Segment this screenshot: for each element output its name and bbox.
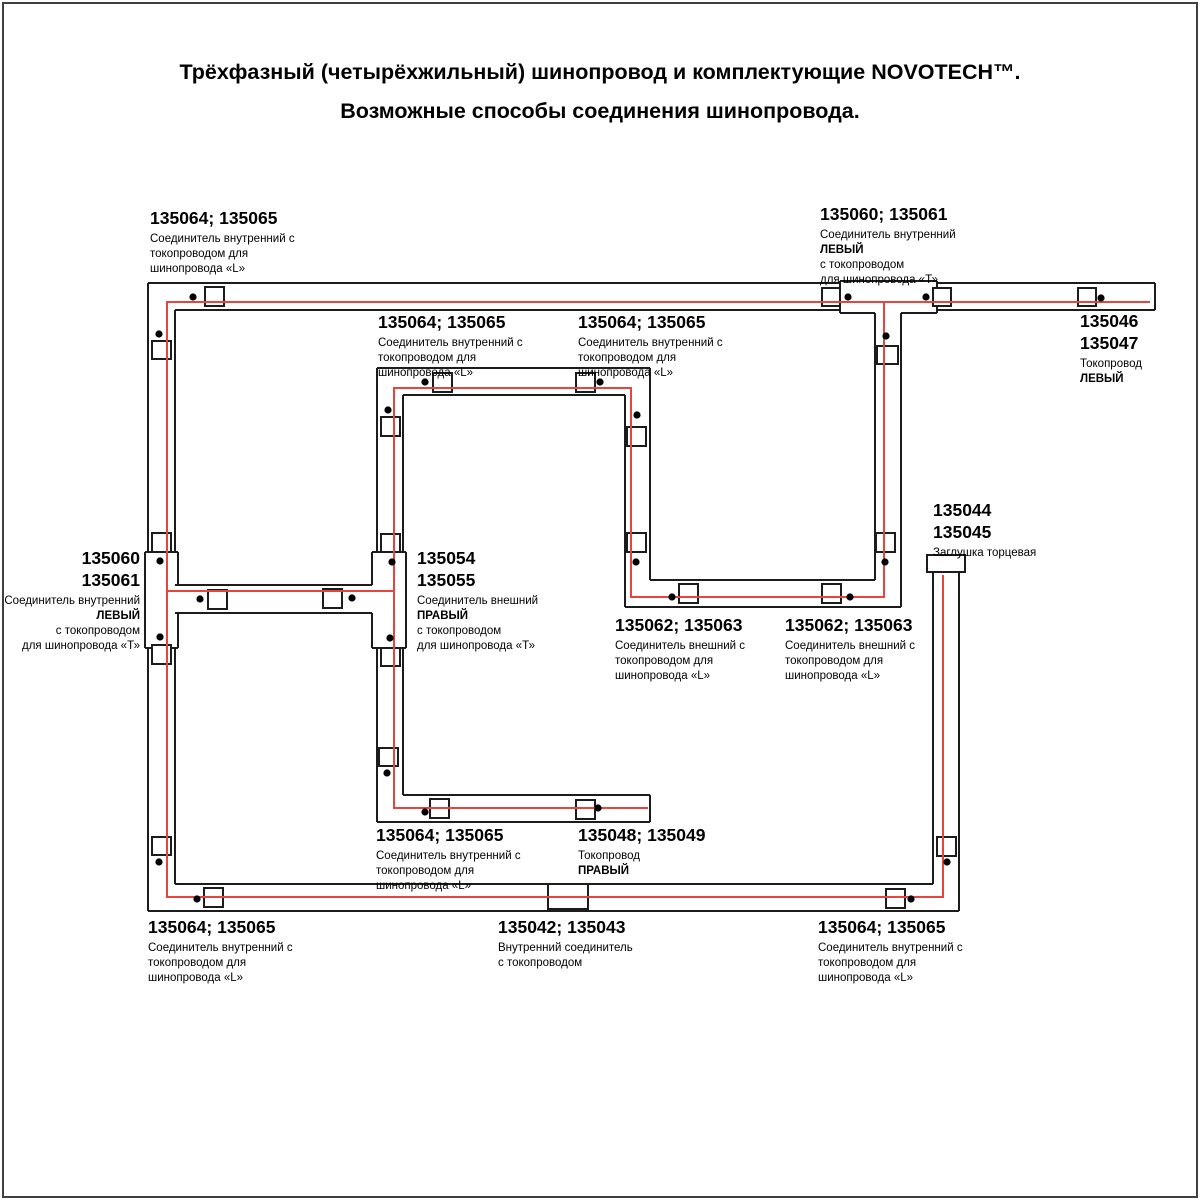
label-connector-outer-l-right (785, 614, 915, 684)
component-description: токопроводом для (578, 352, 677, 364)
article-code: 135048; 135049 (578, 825, 706, 845)
connector-joint (627, 427, 646, 446)
label-feed-right-stub (578, 824, 705, 879)
lock-dot (922, 293, 929, 300)
lock-dot (907, 895, 914, 902)
connector-joint (877, 346, 898, 364)
component-description: Соединитель внутренний с (378, 337, 523, 349)
article-code: 135064; 135065 (818, 917, 946, 937)
label-connector-outer-right-t-middle (417, 547, 538, 654)
lock-dot (156, 557, 163, 564)
component-description: Соединитель внутренний с (578, 337, 723, 349)
connector-joint (679, 584, 698, 603)
component-description: ПРАВЫЙ (578, 865, 630, 877)
component-description: ЛЕВЫЙ (1080, 373, 1124, 385)
lock-dot (155, 858, 162, 865)
label-end-cap-label (933, 499, 1036, 561)
article-code: 135044 (933, 500, 992, 520)
page-subtitle: Возможные способы соединения шинопровода. (340, 99, 860, 123)
connector-joint (208, 590, 227, 609)
lock-dot (348, 594, 355, 601)
component-description: с токопроводом (820, 259, 905, 271)
connector-joint (933, 288, 951, 306)
component-description: шинопровода «L» (615, 670, 711, 682)
connector-joint (627, 533, 646, 552)
component-description: Соединитель внутренний (820, 229, 956, 241)
label-connector-inner-l-row2-left (378, 311, 523, 381)
conductor-line (167, 302, 1150, 897)
article-code: 135060 (81, 548, 140, 568)
connector-joint (937, 837, 956, 856)
lock-dot (668, 593, 675, 600)
component-description: Соединитель внутренний с (148, 942, 293, 954)
lock-dot (881, 558, 888, 565)
article-code: 135045 (933, 522, 992, 542)
page-title: Трёхфазный (четырёхжильный) шинопровод и комплектующие NOVOTECH™. (179, 60, 1021, 84)
component-description: Соединитель внутренний (4, 595, 140, 607)
lock-dot (632, 558, 639, 565)
component-description: шинопровода «L» (378, 367, 474, 379)
article-code: 135054 (417, 548, 476, 568)
connector-joint (876, 533, 895, 552)
article-code: 135047 (1080, 333, 1139, 353)
component-description: Соединитель внешний с (785, 640, 916, 652)
label-connector-inner-left-t-top (820, 203, 956, 288)
component-description: токопроводом для (378, 352, 477, 364)
label-connector-outer-l-left (615, 614, 745, 684)
lock-dot (155, 330, 162, 337)
component-description: токопроводом для (148, 957, 247, 969)
component-description: шинопровода «L» (785, 670, 881, 682)
connector-joint (205, 287, 224, 306)
component-description: шинопровода «L» (148, 972, 244, 984)
component-description: токопроводом для (785, 655, 884, 667)
article-code: 135064; 135065 (376, 825, 504, 845)
lock-dot (1097, 294, 1104, 301)
component-description: ЛЕВЫЙ (820, 244, 864, 256)
component-description: Соединитель внутренний с (150, 233, 295, 245)
lock-dot (421, 808, 428, 815)
article-code: 135064; 135065 (148, 917, 276, 937)
article-code: 135062; 135063 (615, 615, 743, 635)
lock-dot (844, 293, 851, 300)
connector-joint (152, 645, 171, 664)
lock-dot (384, 406, 391, 413)
component-description: Соединитель внутренний с (818, 942, 963, 954)
lock-dot (196, 595, 203, 602)
connector-joint (379, 748, 398, 766)
component-description: Токопровод (1080, 358, 1142, 370)
article-code: 135055 (417, 570, 476, 590)
component-description: шинопровода «L» (578, 367, 674, 379)
lock-dot (386, 634, 393, 641)
component-description: шинопровода «L» (818, 972, 914, 984)
article-code: 135062; 135063 (785, 615, 913, 635)
label-feed-left-top-right (1080, 310, 1142, 387)
lock-dot (388, 558, 395, 565)
component-description: токопроводом для (818, 957, 917, 969)
lock-dot (943, 858, 950, 865)
component-description: токопроводом для (150, 248, 249, 260)
label-connector-inner-l-stub (376, 824, 521, 894)
connector-joint (886, 889, 905, 908)
connector-joint (1078, 288, 1096, 306)
component-description: с токопроводом (417, 625, 502, 637)
connector-joint (152, 837, 171, 855)
component-description: для шинопровода «Т» (22, 640, 140, 652)
label-connector-inner-l-bottom-right (818, 916, 963, 986)
component-description: Токопровод (578, 850, 640, 862)
component-description: с токопроводом (55, 625, 140, 637)
connector-joint (381, 534, 400, 552)
label-connector-inner-l-top-left (150, 207, 295, 277)
component-description: ЛЕВЫЙ (96, 610, 140, 622)
lock-dot (156, 633, 163, 640)
connector-joint (576, 800, 595, 819)
article-code: 135064; 135065 (150, 208, 278, 228)
connector-joint (381, 648, 400, 666)
lock-dot (846, 593, 853, 600)
article-code: 135064; 135065 (378, 312, 506, 332)
component-description: с токопроводом (498, 957, 583, 969)
article-code: 135064; 135065 (578, 312, 706, 332)
article-code: 135060; 135061 (820, 204, 948, 224)
component-description: ПРАВЫЙ (417, 610, 469, 622)
article-code: 135042; 135043 (498, 917, 626, 937)
component-description: Заглушка торцевая (933, 547, 1037, 559)
component-description: шинопровода «L» (150, 263, 246, 275)
connector-joint (381, 417, 400, 436)
connector-joint (152, 533, 171, 552)
component-description: для шинопровода «Т» (820, 274, 938, 286)
component-description: Соединитель внешний с (615, 640, 746, 652)
article-code: 135061 (81, 570, 140, 590)
label-connector-internal-bottom (498, 916, 633, 971)
component-description: токопроводом для (615, 655, 714, 667)
lock-dot (189, 293, 196, 300)
lock-dot (383, 769, 390, 776)
label-connector-inner-l-row2-right (578, 311, 723, 381)
connector-joint (822, 584, 841, 603)
lock-dot (193, 895, 200, 902)
lock-dot (633, 411, 640, 418)
component-description: Соединитель внутренний с (376, 850, 521, 862)
label-connector-inner-left-t-left (4, 547, 140, 654)
label-connector-inner-l-bottom-left (148, 916, 293, 986)
article-code: 135046 (1080, 311, 1139, 331)
lock-dot (594, 804, 601, 811)
component-description: Внутренний соединитель (498, 942, 633, 954)
component-description: для шинопровода «Т» (417, 640, 535, 652)
lock-dot (882, 332, 889, 339)
component-description: Соединитель внешний (417, 595, 539, 607)
conductor-lines (167, 302, 1150, 897)
connector-joint (152, 341, 171, 359)
component-description: токопроводом для (376, 865, 475, 877)
connector-joint (822, 288, 840, 306)
component-description: шинопровода «L» (376, 880, 472, 892)
